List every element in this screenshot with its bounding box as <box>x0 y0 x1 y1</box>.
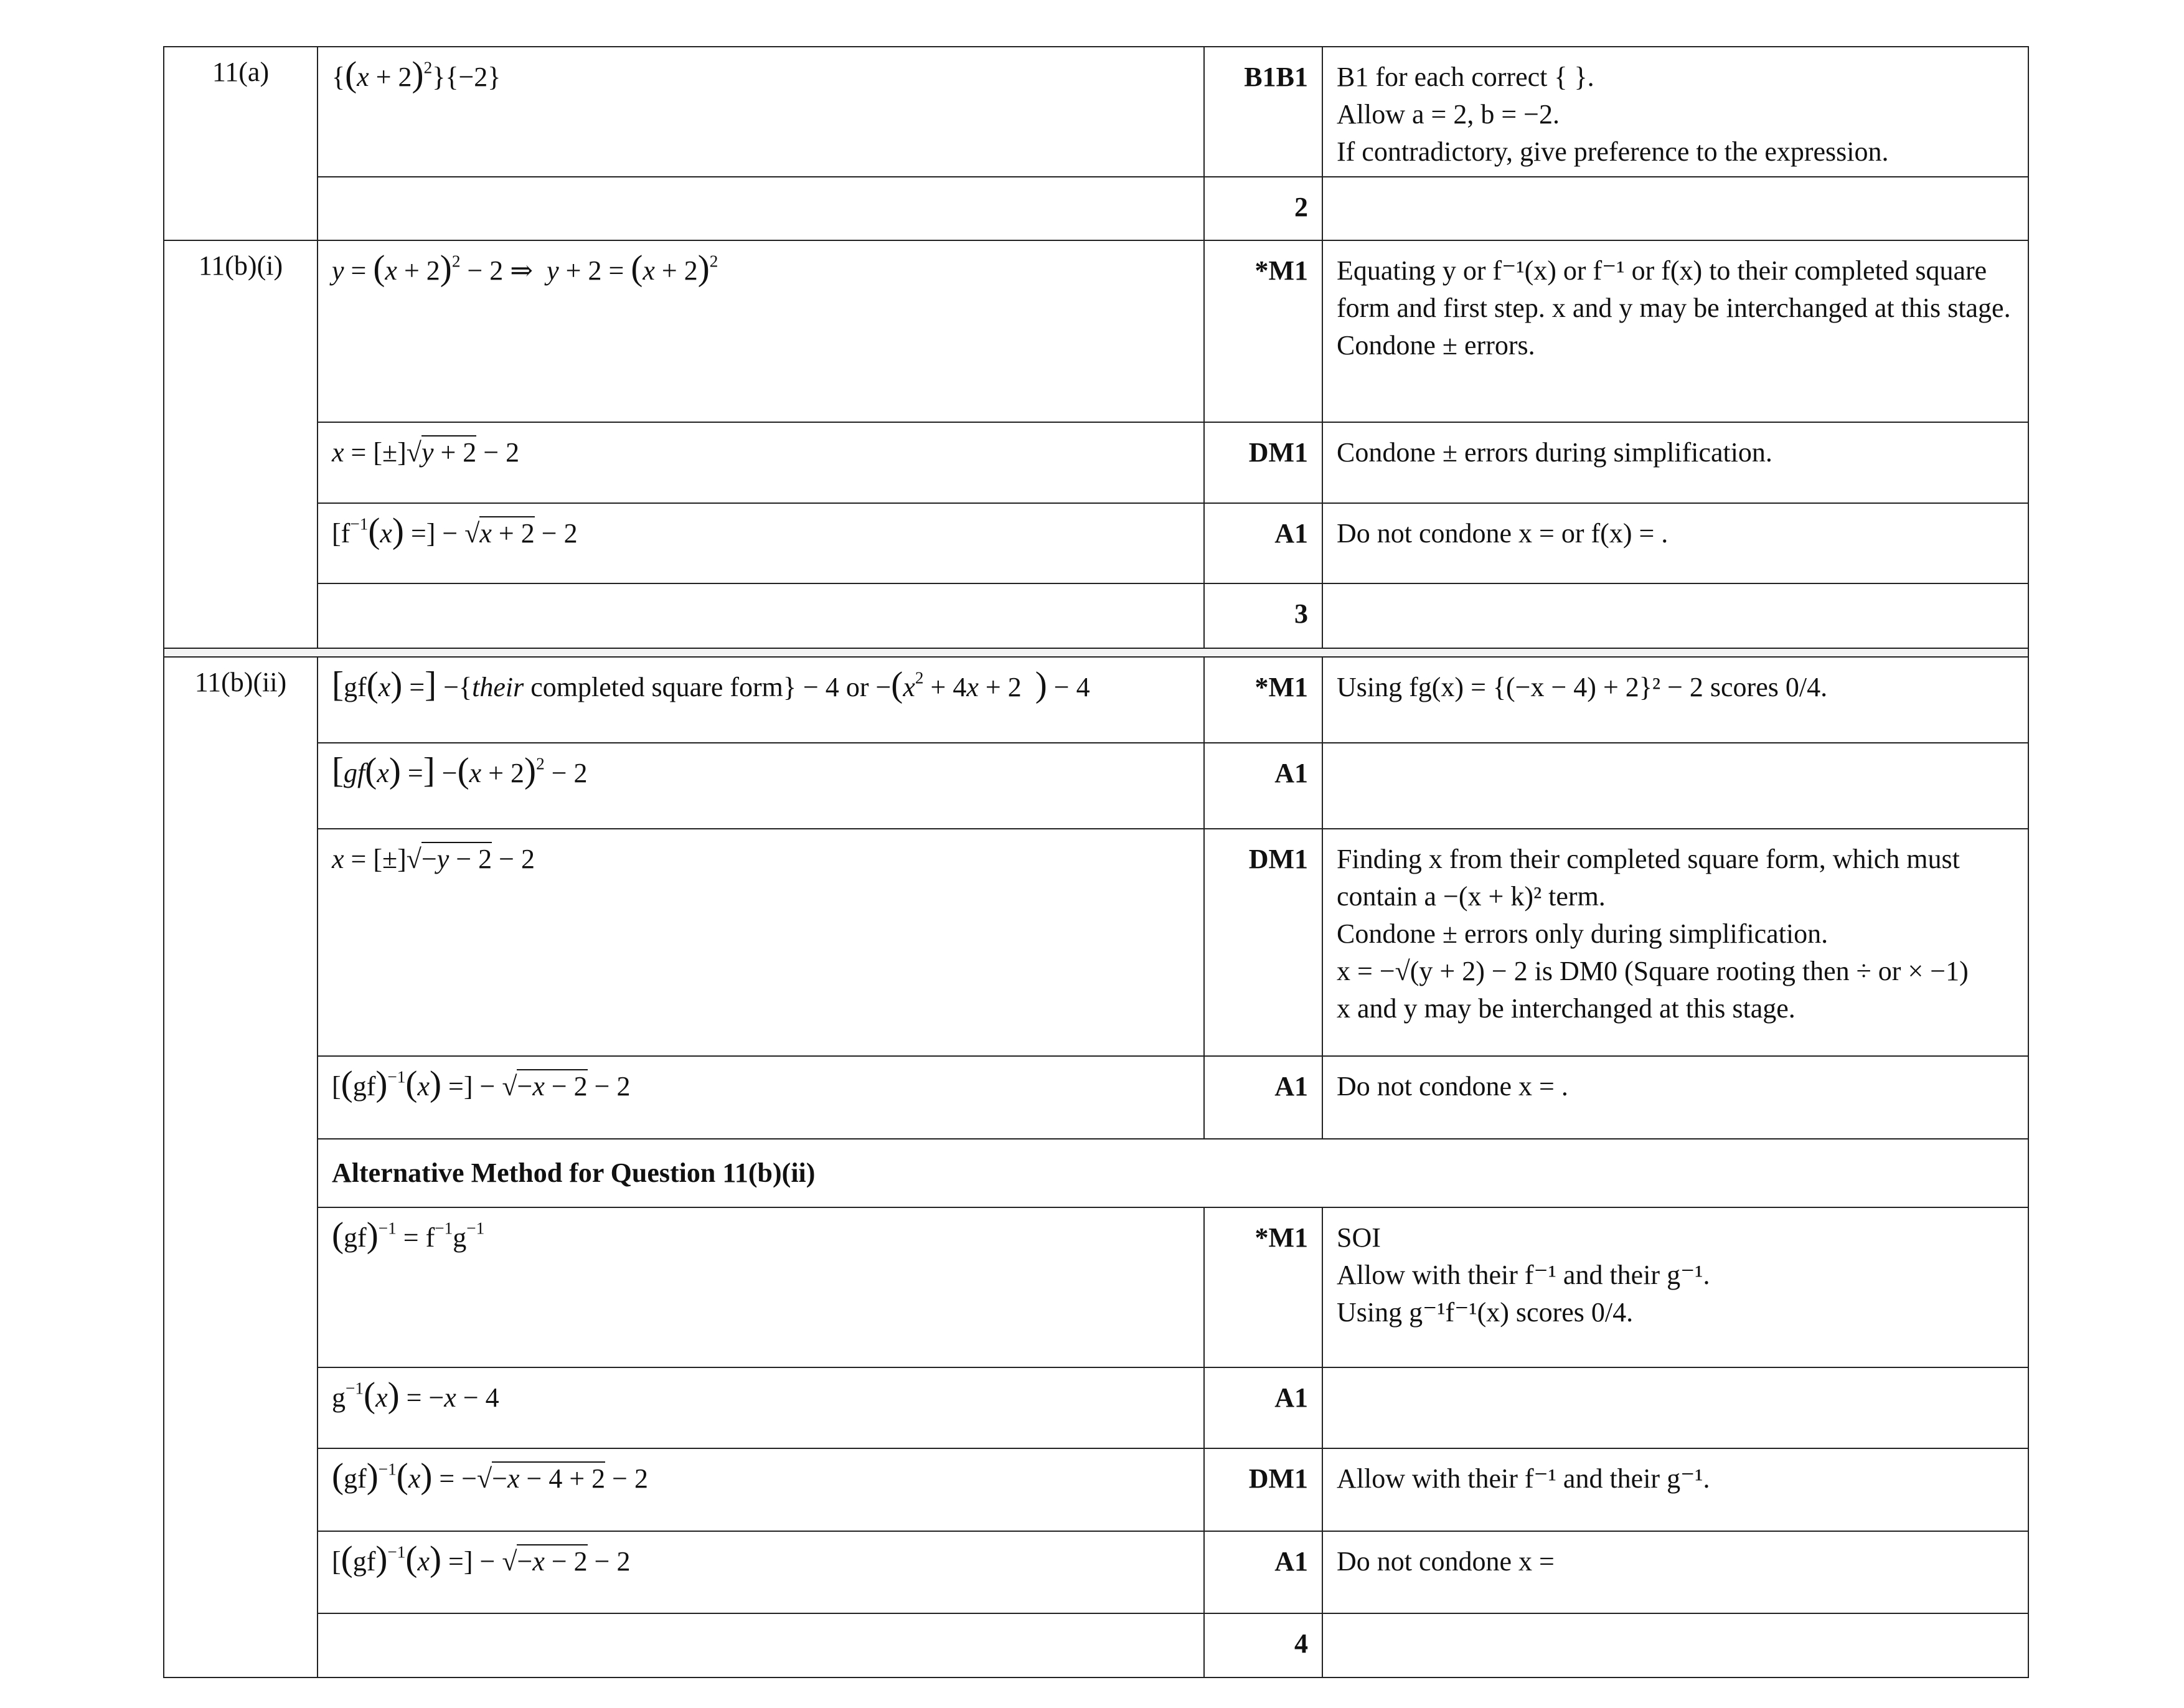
table-row <box>164 1531 2028 1613</box>
guidance-cell: Do not condone x = . <box>1322 1056 2028 1139</box>
guidance-cell <box>1322 1207 2028 1367</box>
mark-cell: A1 <box>1204 503 1322 583</box>
table-row <box>164 1613 2028 1677</box>
mark-scheme-table <box>163 46 2029 1678</box>
mark-cell: B1B1 <box>1204 47 1322 177</box>
answer-cell <box>318 743 1204 829</box>
answer-expression: x = [±]√−y − 2 − 2 <box>332 842 535 874</box>
answer-cell <box>318 1056 1204 1139</box>
answer-expression: (gf)$^{-1}$(x) = −√−x − 4 + 2 − 2 <box>332 1456 648 1496</box>
mark-cell: A1 <box>1204 1531 1322 1613</box>
answer-expression: [(gf)$^{-1}$(x) =] − √−x − 2 − 2 <box>332 1064 631 1104</box>
guidance-line: Condone ± errors. <box>1337 330 1535 361</box>
answer-expression: $\{(x + 2)^2\}\{-2\}$ <box>332 55 501 94</box>
guidance-cell: Condone ± errors during simplification. <box>1322 422 2028 503</box>
guidance-line: SOI <box>1337 1222 1381 1253</box>
table-row <box>164 657 2028 743</box>
guidance-line: Condone ± errors only during simplification. <box>1337 918 1829 950</box>
table-row <box>164 1207 2028 1367</box>
table-row <box>164 1367 2028 1448</box>
answer-cell <box>318 47 1204 177</box>
total-marks: 3 <box>1204 583 1322 648</box>
answer-cell <box>318 1531 1204 1613</box>
answer-cell <box>318 1367 1204 1448</box>
answer-cell <box>318 240 1204 422</box>
mark-cell: *M1 <box>1204 657 1322 743</box>
table-row <box>164 743 2028 829</box>
guidance-cell: Do not condone x = or f(x) = . <box>1322 503 2028 583</box>
mark-cell: *M1 <box>1204 1207 1322 1367</box>
guidance-line: Allow a = 2, b = −2. <box>1337 98 1560 130</box>
table-row <box>164 503 2028 583</box>
mark-cell: *M1 <box>1204 240 1322 422</box>
mark-cell: DM1 <box>1204 422 1322 503</box>
guidance-line: Using g⁻¹f⁻¹(x) scores 0/4. <box>1337 1296 1634 1328</box>
answer-expression: [$f^{-1}(x)$ =] − √x + 2 − 2 <box>332 511 578 551</box>
mark-cell: DM1 <box>1204 829 1322 1056</box>
question-label: 11(b)(i) <box>164 240 318 648</box>
total-marks: 4 <box>1204 1613 1322 1677</box>
mark-cell: A1 <box>1204 1367 1322 1448</box>
guidance-line: If contradictory, give preference to the expression. <box>1337 136 1889 167</box>
guidance-cell: Do not condone x = <box>1322 1531 2028 1613</box>
answer-cell <box>318 1207 1204 1367</box>
table-row <box>164 1448 2028 1531</box>
answer-cell <box>318 829 1204 1056</box>
table-row <box>164 177 2028 240</box>
alternative-method-heading: Alternative Method for Question 11(b)(ii) <box>318 1139 2028 1207</box>
guidance-line: x = −√(y + 2) − 2 is DM0 (Square rooting then ÷ or × −1) <box>1337 955 1969 986</box>
table-row <box>164 422 2028 503</box>
answer-expression: [(gf)$^{-1}$(x) =] − √−x − 2 − 2 <box>332 1539 631 1579</box>
mark-cell: DM1 <box>1204 1448 1322 1531</box>
separator-row <box>164 648 2028 657</box>
answer-expression: [gf(x) =] −{their completed square form} − 4 or $-(x^2 + 4x + 2$ ) − 4 <box>332 665 1090 705</box>
guidance-cell: Using fg(x) = {(−x − 4) + 2}² − 2 scores 0/4. <box>1322 657 2028 743</box>
question-label: 11(b)(ii) <box>164 657 318 1677</box>
answer-cell <box>318 1448 1204 1531</box>
guidance-line: Allow with their f⁻¹ and their g⁻¹. <box>1337 1260 1710 1291</box>
answer-expression: $y = (x + 2)^2 - 2$ ⇒ $y + 2 = (x + 2)^2$ <box>332 248 718 288</box>
total-marks: 2 <box>1204 177 1322 240</box>
guidance-cell <box>1322 240 2028 422</box>
answer-expression: $g^{-1}(x) = -x - 4$ <box>332 1375 499 1415</box>
table-row <box>164 829 2028 1056</box>
answer-expression: x = [±]√y + 2 − 2 <box>332 435 519 468</box>
answer-expression: $(gf)^{-1} = f^{-1}g^{-1}$ <box>332 1215 485 1255</box>
guidance-cell <box>1322 47 2028 177</box>
answer-cell <box>318 657 1204 743</box>
guidance-line: B1 for each correct { }. <box>1337 62 1594 92</box>
answer-cell <box>318 503 1204 583</box>
table-row <box>164 240 2028 422</box>
table-row <box>164 47 2028 177</box>
guidance-line: Equating y or f⁻¹(x) or f⁻¹ or f(x) to their completed square form and first step. x and y may be interchanged at this stage. <box>1337 255 2011 324</box>
guidance-line: Finding x from their completed square form, which must contain a −(x + k)² term. <box>1337 844 1960 912</box>
table-row <box>164 1139 2028 1207</box>
answer-cell <box>318 422 1204 503</box>
mark-cell: A1 <box>1204 1056 1322 1139</box>
question-label: 11(a) <box>164 47 318 240</box>
table-row <box>164 583 2028 648</box>
mark-cell: A1 <box>1204 743 1322 829</box>
guidance-cell: Allow with their f⁻¹ and their g⁻¹. <box>1322 1448 2028 1531</box>
guidance-line: x and y may be interchanged at this stage. <box>1337 993 1796 1024</box>
table-row <box>164 1056 2028 1139</box>
answer-expression: [gf(x) =] $-(x + 2)^2 - 2$ <box>332 751 588 791</box>
guidance-cell <box>1322 829 2028 1056</box>
